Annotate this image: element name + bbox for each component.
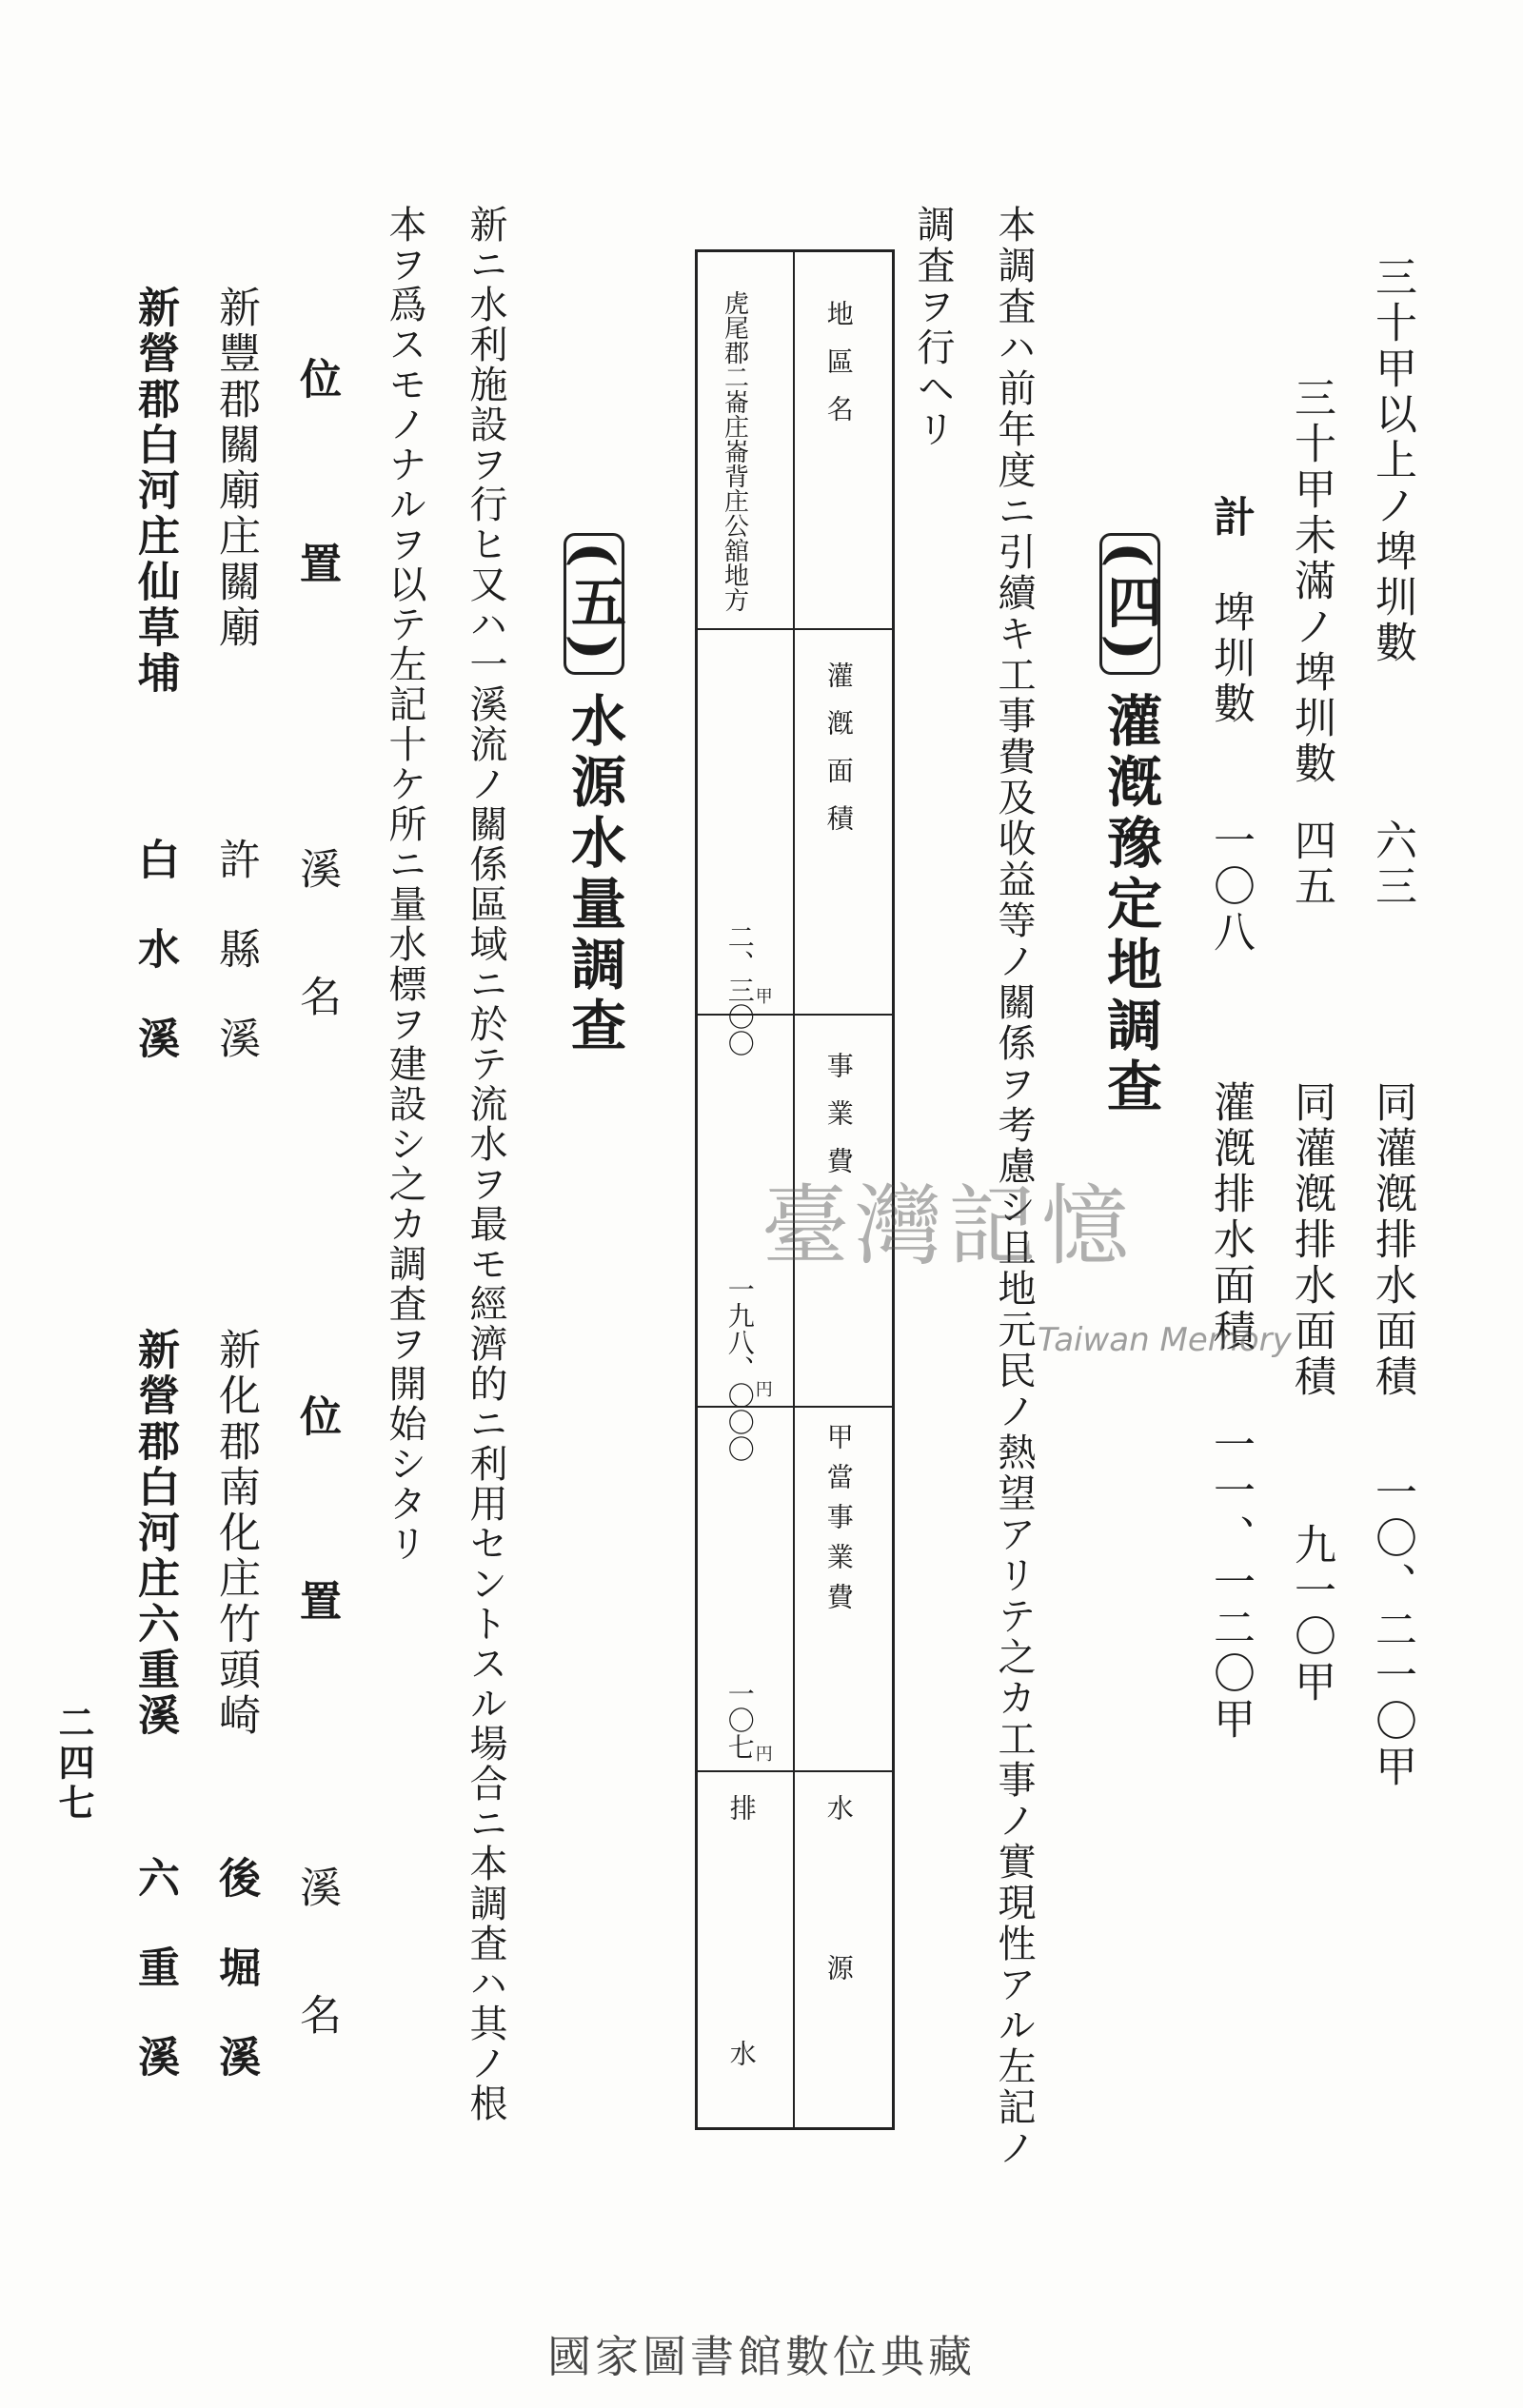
stat-line-1-area-label: 同灌漑排水面積 — [1368, 1080, 1416, 1400]
list-header-position-1: 位置 — [292, 357, 341, 726]
taiwan-memory-watermark: 臺灣記憶 — [762, 1175, 1136, 1277]
list-row-2-stream-1: 白水溪 — [130, 838, 179, 1106]
stat-total-area-value: 一一、一二〇甲 — [1206, 1423, 1255, 1743]
list-row-1-position-1: 新豐郡關廟庄關廟 — [211, 286, 260, 651]
stat-total-count-label: 埤圳數 — [1206, 590, 1255, 727]
section-4-paragraph-line-1: 本調査ハ前年度ニ引續キ工事費及收益等ノ關係ヲ考慮シ且地元民ノ熱望アリテ之カ工事ノ實現性アル左記ノ — [992, 205, 1036, 2169]
section-5-paragraph-line-2: 本ヲ爲スモノナルヲ以テ左記十ケ所ニ量水標ヲ建設シ之カ調査ヲ開始シタリ — [383, 205, 426, 1564]
stat-total-label: 計 — [1206, 495, 1255, 541]
footer-archive-name: 國家圖書館數位典藏 — [547, 2331, 976, 2382]
stat-total-count: 一〇八 — [1206, 819, 1255, 956]
header-area-name: 地區名 — [822, 300, 855, 443]
list-row-2-position-2: 新營郡白河庄六重溪 — [130, 1328, 179, 1739]
stat-line-1-label: 三十甲以上ノ埤圳數 — [1368, 255, 1416, 666]
section-4-heading — [1099, 533, 1160, 1118]
stat-line-2-area-label: 同灌漑排水面積 — [1287, 1080, 1335, 1400]
list-row-2-position-1: 新營郡白河庄仙草埔 — [130, 286, 179, 697]
row-irrigation-area: 二、三〇〇 — [723, 923, 756, 1056]
taiwan-memory-watermark-subtitle: Taiwan Memory — [1038, 1321, 1292, 1359]
row-per-ko-unit: 円 — [752, 1745, 773, 1762]
stat-line-2-label: 三十甲未滿ノ埤圳數 — [1287, 376, 1335, 787]
list-row-2-stream-2: 六重溪 — [130, 1856, 179, 2124]
header-project-cost: 事業費 — [822, 1052, 855, 1194]
row-cost-per-ko: 一〇七 — [723, 1680, 756, 1760]
header-cost-per-ko: 甲當事業費 — [822, 1423, 855, 1623]
list-header-stream-1: 溪名 — [292, 847, 341, 1102]
list-row-1-stream-1: 許縣溪 — [211, 838, 260, 1106]
stat-line-1-count: 六三 — [1368, 819, 1416, 910]
row-irrigation-unit: 甲 — [752, 987, 773, 1004]
section-5-title: 水源水量調查 — [562, 691, 626, 1057]
list-header-stream-2: 溪名 — [292, 1865, 341, 2121]
stat-line-2-count: 四五 — [1287, 819, 1335, 910]
row-cost-unit: 円 — [752, 1380, 773, 1397]
list-row-1-position-2: 新化郡南化庄竹頭崎 — [211, 1328, 260, 1739]
section-5-heading — [564, 533, 624, 1057]
row-project-cost: 一九八、〇〇〇 — [723, 1275, 756, 1462]
page-number: 二四七 — [52, 1704, 95, 1824]
section-5-paragraph-line-1: 新ニ水利施設ヲ行ヒ又ハ一溪流ノ關係區域ニ於テ流水ヲ最モ經濟的ニ利用セントスル場合ニ本調査ハ其ノ根 — [464, 205, 507, 2123]
section-4-title: 灌漑豫定地調查 — [1098, 691, 1162, 1118]
section-4-number: (四) — [1099, 533, 1160, 675]
stat-line-1-area-value: 一〇、二一〇甲 — [1368, 1470, 1416, 1790]
stat-line-2-area-value: 九一〇甲 — [1287, 1523, 1335, 1706]
list-header-position-2: 位置 — [292, 1394, 341, 1764]
header-water-source: 水源 — [822, 1794, 855, 2114]
stat-total-area-label: 灌漑排水面積 — [1206, 1080, 1255, 1354]
row-area-name: 虎尾郡二崙庄崙背庄公舘地方 — [720, 290, 749, 612]
list-row-1-stream-2: 後堀溪 — [211, 1856, 260, 2124]
row-water-source: 排水 — [725, 1794, 758, 2285]
section-4-paragraph-line-2: 調査ヲ行ヘリ — [911, 205, 955, 450]
section-5-number: (五) — [564, 533, 624, 675]
header-irrigation-area: 灌漑面積 — [822, 661, 855, 852]
